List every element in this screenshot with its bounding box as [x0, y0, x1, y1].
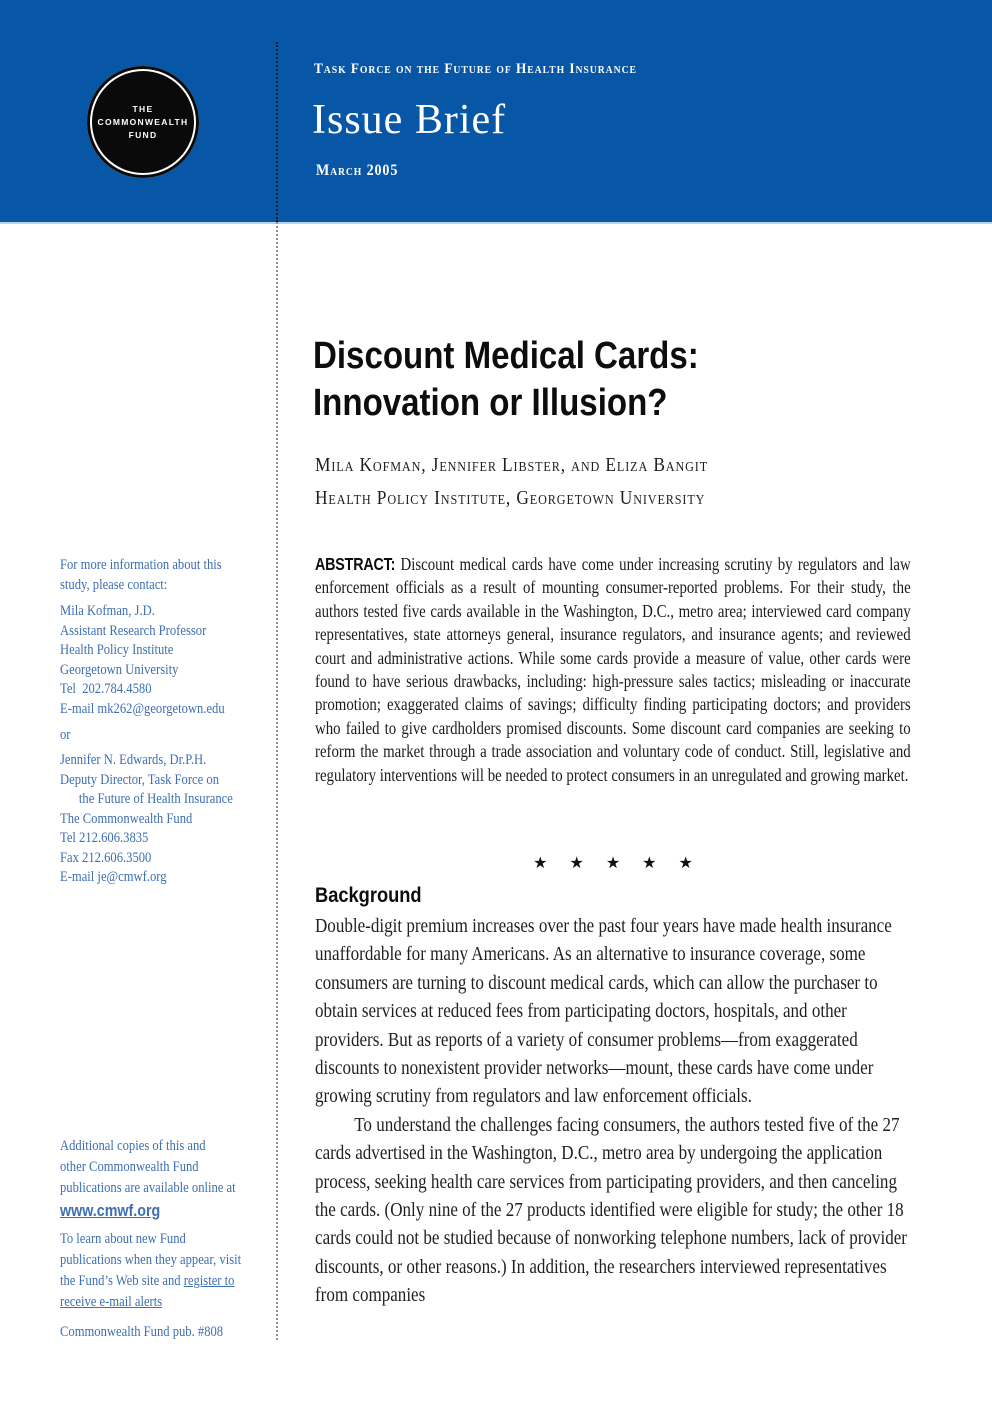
sidebar-copies-note: [60, 1136, 274, 1223]
contact-phone: Tel 202.784.4580: [60, 681, 152, 697]
section-heading-background: Background: [315, 884, 422, 907]
logo-line-2: COMMONWEALTH: [97, 116, 189, 127]
article-affiliation: Health Policy Institute, Georgetown University: [315, 487, 706, 509]
masthead-title: Issue Brief: [312, 97, 507, 143]
body-paragraph-1: Double-digit premium increases over the past four years have made health insurance unaffordable for many Americans. As an alternative to insurance coverage, some consumers are turning to discount medical cards, which can allow the purchaser to obtain services at reduced fees from participating doctors, hospitals, and other providers. But as reports of a variety of consumer problems—from exaggerated discounts to nonexistent provider networks—mount, these cards have come under growing scrutiny from regulators and law enforcement officials.: [315, 915, 892, 1108]
contact-title: Assistant Research Professor: [60, 622, 207, 639]
sidebar-contact-primary: [60, 602, 274, 719]
email-alerts-link[interactable]: register to: [183, 1273, 235, 1289]
alerts-line: [60, 1292, 274, 1313]
article-title-line-2: Innovation or Illusion?: [313, 382, 668, 424]
sidebar-contact-secondary: [60, 751, 274, 888]
cmwf-website-link[interactable]: www.cmwf.org: [60, 1201, 161, 1220]
star-divider-icon: ★ ★ ★ ★ ★: [533, 855, 693, 872]
contact-title: Deputy Director, Task Force on: [60, 771, 219, 788]
alerts-line: publications when they appear, visit: [60, 1252, 242, 1268]
article-authors: Mila Kofman, Jennifer Libster, and Eliza Bangit: [315, 454, 709, 476]
dotted-rule-lower: [276, 222, 278, 1340]
body-text: [315, 912, 911, 1310]
alerts-line: To learn about new Fund: [60, 1231, 186, 1247]
contact-fax: Fax 212.606.3500: [60, 849, 152, 866]
sidebar-alerts-note: [60, 1229, 274, 1313]
abstract-text: Discount medical cards have come under increasing scrutiny by regulators and law enforcement officials as a result of mounting consumer-reported problems. For their study, the authors tested five cards available in the Washington, D.C., metro area; interviewed card company representatives, state attorneys general, insurance regulators, and insurance agents; and reviewed court and administrative actions. While some cards provide a measure of value, other cards were found to have serious drawbacks, including: high-pressure sales tactics; misleading or inaccurate promotion; exaggerated claims of savings; difficulty finding participating doctors; and providers who failed to give cardholders promised discounts. Some discount card companies are seeking to reform the market through a trade association and voluntary code of conduct. Still, legislative and regulatory interventions will be needed to protect consumers in an unregulated and growing market.: [315, 554, 911, 785]
sidebar-contact-intro: [60, 556, 274, 595]
copies-line: other Commonwealth Fund: [60, 1159, 199, 1175]
contact-title-cont: the Future of Health Insurance: [60, 791, 233, 807]
article-title: [313, 333, 913, 427]
dotted-rule-upper: [276, 42, 278, 222]
contact-intro-line: study, please contact:: [60, 576, 168, 593]
sidebar-or-separator: or: [60, 727, 71, 743]
contact-org: The Commonwealth Fund: [60, 810, 193, 827]
masthead-band-edge: [0, 222, 992, 224]
contact-phone: Tel 212.606.3835: [60, 830, 149, 846]
logo-line-3: FUND: [128, 129, 158, 140]
contact-name: Jennifer N. Edwards, Dr.P.H.: [60, 752, 207, 768]
abstract-paragraph: [315, 553, 911, 787]
copies-line: Additional copies of this and: [60, 1138, 206, 1154]
body-paragraph-2: To understand the challenges facing consumers, the authors tested five of the 27 cards advertised in the Washington, D.C., metro area by undergoing the application process, seeking health care services from participating providers, and then canceling the cards. (Only nine of the 27 products identified were eligible for study; the other 18 cards could not be studied because of nonworking telephone numbers, lack of provider discounts, or other reasons.) In addition, the researchers interviewed representatives from companies: [315, 1113, 907, 1307]
commonwealth-fund-logo-icon: [87, 66, 199, 178]
email-alerts-link-cont[interactable]: receive e-mail alerts: [60, 1294, 163, 1310]
contact-name: Mila Kofman, J.D.: [60, 603, 155, 619]
contact-institute: Health Policy Institute: [60, 642, 174, 658]
article-byline: [315, 449, 915, 515]
publication-number: Commonwealth Fund pub. #808: [60, 1324, 224, 1340]
contact-intro-line: For more information about this: [60, 557, 222, 573]
contact-email: E-mail mk262@georgetown.edu: [60, 700, 225, 717]
alerts-line-text: the Fund’s Web site and: [60, 1273, 184, 1289]
contact-university: Georgetown University: [60, 661, 179, 678]
masthead-eyebrow: Task Force on the Future of Health Insurance: [314, 61, 637, 77]
contact-email: E-mail je@cmwf.org: [60, 869, 167, 885]
copies-line: publications are available online at: [60, 1180, 236, 1196]
masthead-date: March 2005: [316, 162, 399, 179]
alerts-line: [60, 1271, 274, 1292]
abstract-label: ABSTRACT:: [315, 554, 396, 574]
article-title-line-1: Discount Medical Cards:: [313, 335, 699, 377]
logo-line-1: THE: [132, 103, 154, 114]
